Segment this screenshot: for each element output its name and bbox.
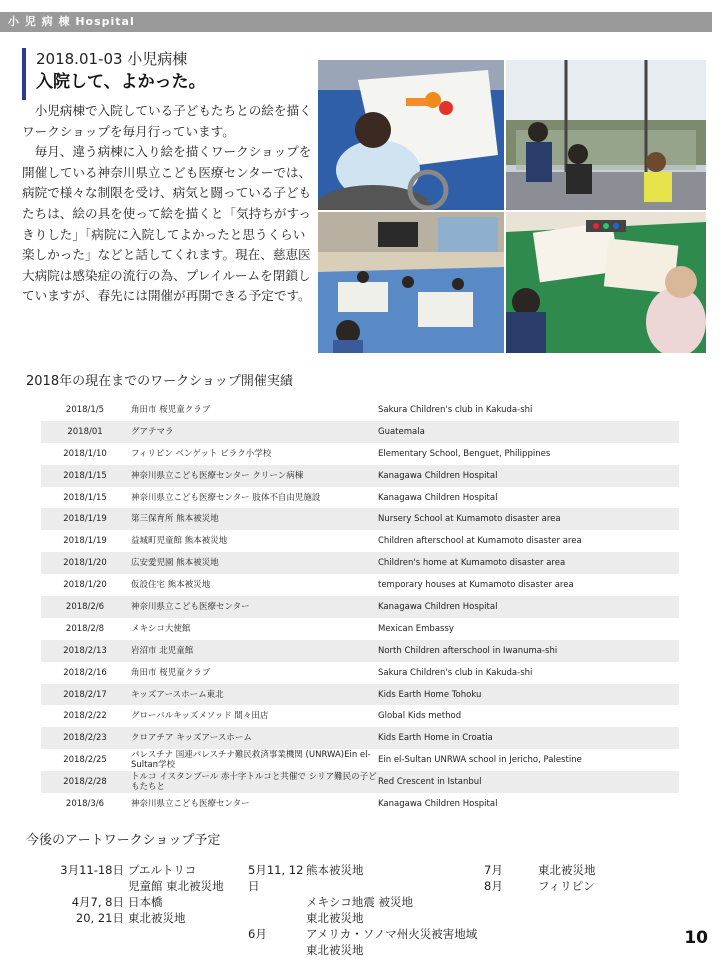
row-venue-en: Kanagawa Children Hospital xyxy=(378,596,679,618)
row-venue: 神奈川県立こども医療センター 肢体不自由児施設 xyxy=(131,492,321,503)
schedule-place: 東北被災地 xyxy=(538,863,596,877)
table-row xyxy=(41,596,679,618)
schedule-item xyxy=(54,878,244,894)
article-date: 2018.01-03 小児病棟 xyxy=(36,50,188,68)
row-venue: 岩沼市 北児童館 xyxy=(129,640,378,662)
schedule-date: 5月11, 12日 xyxy=(248,863,304,893)
table-row xyxy=(41,574,679,596)
table-row xyxy=(41,399,679,421)
row-venue-en: Kanagawa Children Hospital xyxy=(378,492,498,503)
row-venue: クロアチア キッズアースホーム xyxy=(129,727,378,749)
photo-child-drawing-table xyxy=(506,212,706,353)
row-date: 2018/2/6 xyxy=(41,596,129,618)
row-venue-en: North Children afterschool in Iwanuma-shi xyxy=(378,640,679,662)
table-row xyxy=(41,771,679,793)
row-venue-en: Children's home at Kumamoto disaster area xyxy=(378,552,679,574)
row-venue: メキシコ大使館 xyxy=(131,623,191,634)
schedule-item xyxy=(484,862,644,878)
schedule-date: 8月 xyxy=(484,879,503,893)
table-row xyxy=(41,749,679,771)
row-venue-en: Sakura Children's club in Kakuda-shi xyxy=(378,404,533,415)
row-venue: 神奈川県立こども医療センター xyxy=(131,798,250,809)
row-date: 2018/1/19 xyxy=(63,536,107,547)
table-row xyxy=(41,618,679,640)
row-date: 2018/2/8 xyxy=(65,623,105,634)
table-row xyxy=(41,530,679,552)
row-venue-en: Red Crescent in Istanbul xyxy=(378,771,679,793)
table-row xyxy=(41,508,679,530)
row-venue: 広安愛児園 熊本被災地 xyxy=(129,552,378,574)
schedule-item xyxy=(248,942,480,958)
row-venue: 仮設住宅 熊本被災地 xyxy=(131,580,211,591)
row-date: 2018/2/16 xyxy=(63,667,107,678)
photo-children-window-painting xyxy=(506,60,706,210)
row-venue-en: Ein el-Sultan UNRWA school in Jericho, Palestine xyxy=(378,755,582,766)
row-venue: グアテマラ xyxy=(129,421,378,443)
row-venue-en: Nursery School at Kumamoto disaster area xyxy=(378,508,679,530)
row-venue-en: Sakura Children's club in Kakuda-shi xyxy=(378,667,533,678)
schedule-column xyxy=(54,862,244,926)
schedule-place: プエルトリコ xyxy=(128,863,197,877)
row-venue-en: Kanagawa Children Hospital xyxy=(378,465,679,487)
row-venue-en: Children afterschool at Kumamoto disaster area xyxy=(378,536,582,547)
row-venue: 神奈川県立こども医療センター xyxy=(129,596,378,618)
table-row xyxy=(41,662,679,684)
page-number: 10 xyxy=(684,928,708,948)
table-row xyxy=(41,487,679,509)
row-venue: パレスチナ 国連パレスチナ難民救済事業機関 (UNRWA)Ein el-Sultan学校 xyxy=(131,750,371,771)
row-date: 2018/1/5 xyxy=(65,404,105,415)
schedule-date xyxy=(54,878,128,894)
schedule-column xyxy=(484,862,644,894)
row-venue-en: Kanagawa Children Hospital xyxy=(378,798,498,809)
row-venue-en: Global Kids method xyxy=(378,711,462,722)
photo-playroom-workshop xyxy=(318,212,504,353)
row-date: 2018/2/28 xyxy=(41,771,129,793)
row-venue-en: temporary houses at Kumamoto disaster area xyxy=(378,580,574,591)
schedule-place: 児童館 東北被災地 xyxy=(128,879,224,893)
row-venue: キッズアースホーム東北 xyxy=(129,684,378,706)
schedule-title: 今後のアートワークショップ予定 xyxy=(26,833,221,848)
row-venue: フィリピン ベンゲット ビラク小学校 xyxy=(131,448,272,459)
table-row xyxy=(41,640,679,662)
schedule-place: メキシコ地震 被災地 xyxy=(306,895,414,909)
row-venue: 神奈川県立こども医療センター クリーン病棟 xyxy=(129,465,378,487)
schedule-place: 熊本被災地 xyxy=(306,863,364,877)
table-row xyxy=(41,552,679,574)
schedule-date xyxy=(248,894,306,910)
schedule-place: 日本橋 xyxy=(128,895,163,909)
row-date: 2018/2/25 xyxy=(63,755,107,766)
schedule-item xyxy=(54,894,244,910)
row-venue: 角田市 桜児童クラブ xyxy=(131,404,211,415)
row-venue: トルコ イスタンブール 赤十字トルコと共催で シリア難民の子どもたちと xyxy=(131,772,377,793)
table-row xyxy=(41,421,679,443)
row-date: 2018/1/20 xyxy=(41,552,129,574)
article-body xyxy=(22,101,312,307)
row-venue-en: Guatemala xyxy=(378,421,679,443)
schedule-item xyxy=(54,862,244,878)
schedule-date xyxy=(248,910,306,926)
row-date: 2018/2/13 xyxy=(41,640,129,662)
schedule-item xyxy=(484,878,644,894)
article-headline: 入院して、よかった。 xyxy=(36,72,206,92)
row-venue-en: Kids Earth Home Tohoku xyxy=(378,684,679,706)
row-venue-en: Elementary School, Benguet, Philippines xyxy=(378,448,551,459)
schedule-item xyxy=(248,910,480,926)
photo-child-painting-wheelchair xyxy=(318,60,504,210)
schedule-place: 東北被災地 xyxy=(306,943,364,957)
row-date: 2018/01 xyxy=(41,421,129,443)
schedule-item xyxy=(54,910,244,926)
row-date: 2018/2/23 xyxy=(41,727,129,749)
table-row xyxy=(41,684,679,706)
table-row xyxy=(41,793,679,815)
schedule-place: 東北被災地 xyxy=(306,911,364,925)
row-venue: 第三保育所 熊本被災地 xyxy=(129,508,378,530)
schedule-item xyxy=(248,894,480,910)
workshop-records-table xyxy=(41,399,679,815)
row-date: 2018/1/15 xyxy=(63,492,107,503)
row-venue-en: Mexican Embassy xyxy=(378,623,454,634)
schedule-date: 7月 xyxy=(484,863,503,877)
table-row xyxy=(41,443,679,465)
photo-collage xyxy=(318,60,708,353)
schedule-date: 20, 21日 xyxy=(75,911,124,925)
schedule-item xyxy=(248,862,480,894)
schedule-date: 6月 xyxy=(248,927,267,941)
table-row xyxy=(41,727,679,749)
row-date: 2018/1/20 xyxy=(63,580,107,591)
records-title: 2018年の現在までのワークショップ開催実績 xyxy=(26,374,293,389)
row-date: 2018/2/22 xyxy=(63,711,107,722)
row-venue: 益城町児童館 熊本被災地 xyxy=(131,536,228,547)
row-date: 2018/1/10 xyxy=(63,448,107,459)
article-title-block xyxy=(22,48,312,100)
row-date: 2018/1/15 xyxy=(41,465,129,487)
table-row xyxy=(41,705,679,727)
article-paragraph: 毎月、違う病棟に入り絵を描くワークショップを開催している神奈川県立こども医療センターでは、病院で様々な制限を受け、病気と闘っている子どもたちは、絵の具を使って絵を描くと「気持ちがすっきりした」「病院に入院してよかったと思うくらい楽しかった」などと話してくれます。現在、慈恵医大病院は感染症の流行の為、プレイルームを閉鎖していますが、春先には開催が再開できる予定です。 xyxy=(22,144,312,304)
row-date: 2018/3/6 xyxy=(65,798,105,809)
schedule-place: アメリカ・ソノマ州火災被害地域 xyxy=(306,927,478,941)
row-date: 2018/2/17 xyxy=(41,684,129,706)
row-venue-en: Kids Earth Home in Croatia xyxy=(378,727,679,749)
schedule-place: 東北被災地 xyxy=(128,911,186,925)
row-venue: 角田市 桜児童クラブ xyxy=(131,667,211,678)
schedule-column xyxy=(248,862,480,958)
table-row xyxy=(41,465,679,487)
row-venue: グローバルキッズメソッド 間々田店 xyxy=(131,711,269,722)
schedule-date xyxy=(248,942,306,958)
row-date: 2018/1/19 xyxy=(41,508,129,530)
section-header: 小 児 病 棟 Hospital xyxy=(0,12,712,32)
article-paragraph: 小児病棟で入院している子どもたちとの絵を描くワークショップを毎月行っています。 xyxy=(22,103,312,139)
schedule-date: 3月11-18日 xyxy=(60,863,124,877)
schedule-item xyxy=(248,926,480,942)
schedule-date: 4月7, 8日 xyxy=(71,895,124,909)
schedule-place: フィリピン xyxy=(538,879,595,893)
